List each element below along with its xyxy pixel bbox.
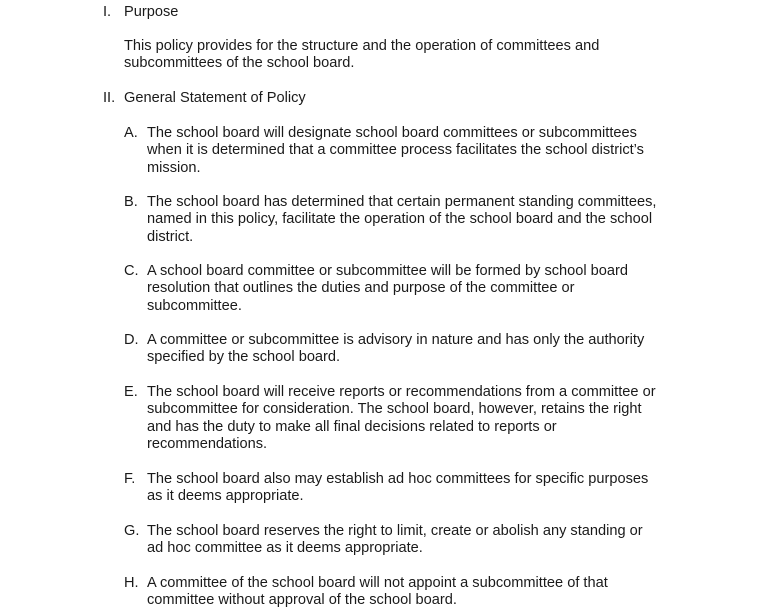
item-text xyxy=(147,471,684,506)
policy-item-g xyxy=(124,523,684,558)
item-text xyxy=(147,194,684,246)
paragraph-line: This policy provides for the structure and the operation of committees and xyxy=(124,38,600,54)
item-letter: E. xyxy=(124,384,138,400)
policy-item-f xyxy=(124,471,684,506)
item-line: and has the duty to make all final decisions related to reports or xyxy=(147,418,557,435)
policy-item-a xyxy=(124,125,684,177)
item-line: A committee of the school board will not appoint a subcommittee of that xyxy=(147,575,608,591)
item-letter: H. xyxy=(124,575,139,591)
item-text xyxy=(147,263,684,315)
item-letter: A. xyxy=(124,125,138,141)
section-title: Purpose xyxy=(124,4,179,20)
item-text xyxy=(147,332,684,367)
item-text xyxy=(147,125,684,177)
item-letter: D. xyxy=(124,332,139,348)
item-line: The school board will receive reports or recommendations from a committee or xyxy=(147,384,656,400)
item-line: subcommittee for consideration. The school board, however, retains the right xyxy=(147,401,642,418)
section-title: General Statement of Policy xyxy=(124,90,306,106)
item-line: mission. xyxy=(147,159,201,176)
item-line: The school board also may establish ad hoc committees for specific purposes xyxy=(147,471,649,487)
item-line: recommendations. xyxy=(147,436,268,453)
item-line: as it deems appropriate. xyxy=(147,488,304,505)
section-number: I. xyxy=(103,4,112,20)
item-text xyxy=(147,523,684,558)
item-line: The school board reserves the right to limit, create or abolish any standing or xyxy=(147,523,643,539)
item-line: resolution that outlines the duties and purpose of the committee or xyxy=(147,280,575,297)
item-letter: G. xyxy=(124,523,140,539)
section-heading-general-statement xyxy=(103,90,306,107)
policy-item-b xyxy=(124,194,684,246)
policy-item-h xyxy=(124,575,684,610)
policy-item-e xyxy=(124,384,684,454)
item-line: ad hoc committee as it deems appropriate. xyxy=(147,540,423,557)
policy-item-d xyxy=(124,332,684,367)
purpose-paragraph xyxy=(124,38,634,73)
item-letter: C. xyxy=(124,263,139,279)
item-line: specified by the school board. xyxy=(147,349,341,366)
section-number: II. xyxy=(103,90,116,106)
item-line: A committee or subcommittee is advisory in nature and has only the authority xyxy=(147,332,645,348)
item-text xyxy=(147,384,684,454)
policy-item-c xyxy=(124,263,684,315)
item-line: subcommittee. xyxy=(147,297,242,314)
item-letter: F. xyxy=(124,471,136,487)
item-line: The school board has determined that certain permanent standing committees, xyxy=(147,194,657,210)
item-line: A school board committee or subcommittee will be formed by school board xyxy=(147,263,629,279)
item-line: named in this policy, facilitate the operation of the school board and the school xyxy=(147,211,653,228)
item-line: The school board will designate school board committees or subcommittees xyxy=(147,125,637,141)
item-text xyxy=(147,575,684,610)
item-line: when it is determined that a committee process facilitates the school district’s xyxy=(147,142,644,159)
item-line: committee without approval of the school board. xyxy=(147,592,457,609)
item-letter: B. xyxy=(124,194,138,210)
section-heading-purpose xyxy=(103,4,178,21)
item-line: district. xyxy=(147,228,194,245)
paragraph-line: subcommittees of the school board. xyxy=(124,55,355,72)
